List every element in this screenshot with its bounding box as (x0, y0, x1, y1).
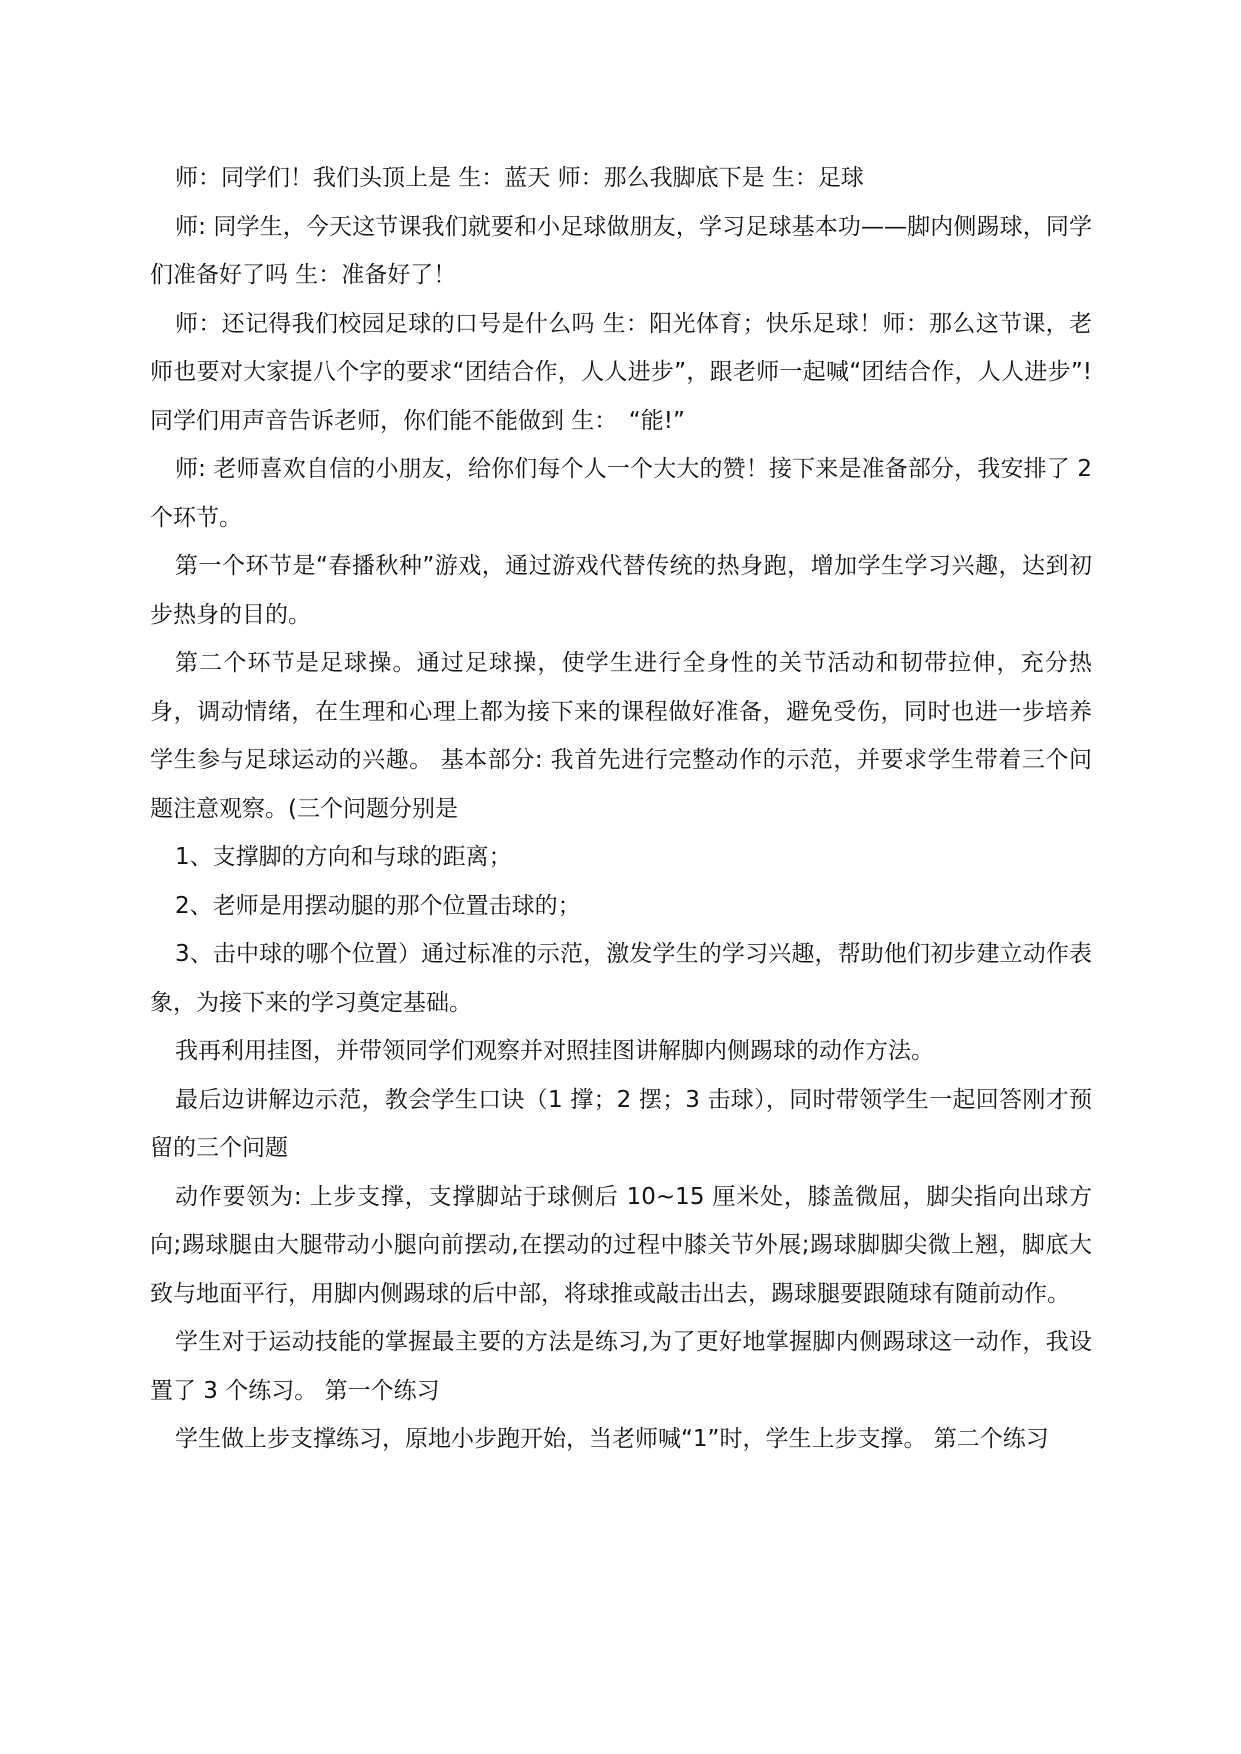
document-body (150, 154, 1092, 1464)
paragraph-first-practice: 学生做上步支撑练习，原地小步跑开始，当老师喊“1”时，学生上步支撑。 第二个练习 (175, 1426, 1049, 1452)
paragraph-wall-chart: 我再利用挂图，并带领同学们观察并对照挂图讲解脚内侧踢球的动作方法。 (175, 1038, 934, 1064)
paragraph-second-segment: 第二个环节是足球操。通过足球操，使学生进行全身性的关节活动和韧带拉伸，充分热身，调动情绪，在生理和心理上都为接下来的课程做好准备，避免受伤，同时也进一步培养学生参与足球运动的兴趣。 基本部分: 我首先进行完整动作的示范，并要求学生带着三个问题注意观察。(三个问题分别是 (150, 650, 1092, 822)
paragraph-opening-dialogue: 师：同学们！我们头顶上是 生：蓝天 师：那么我脚底下是 生：足球 (175, 165, 864, 191)
paragraph-slogan: 师：还记得我们校园足球的口号是什么吗 生：阳光体育；快乐足球！师：那么这节课，老师也要对大家提八个字的要求“团结合作，人人进步”，跟老师一起喊“团结合作，人人进步”!同学们用声音告诉老师，你们能不能做到 生： “能!” (150, 310, 1092, 434)
paragraph-practice-intro: 学生对于运动技能的掌握最主要的方法是练习,为了更好地掌握脚内侧踢球这一动作，我设置了 3 个练习。 第一个练习 (150, 1329, 1092, 1404)
paragraph-lesson-intro: 师: 同学生，今天这节课我们就要和小足球做朋友，学习足球基本功——脚内侧踢球，同学们准备好了吗 生：准备好了！ (150, 213, 1092, 288)
paragraph-question-1: 1、支撑脚的方向和与球的距离； (175, 844, 512, 870)
paragraph-question-2: 2、老师是用摆动腿的那个位置击球的； (175, 892, 581, 919)
paragraph-preparation: 师: 老师喜欢自信的小朋友，给你们每个人一个大大的赞！接下来是准备部分，我安排了 2 个环节。 (150, 456, 1092, 531)
paragraph-demonstration: 最后边讲解边示范，教会学生口诀（1 撑；2 摆；3 击球），同时带领学生一起回答刚才预留的三个问题 (150, 1086, 1092, 1161)
paragraph-technique: 动作要领为: 上步支撑，支撑脚站于球侧后 10~15 厘米处，膝盖微屈，脚尖指向出球方向;踢球腿由大腿带动小腿向前摆动,在摆动的过程中膝关节外展;踢球脚脚尖微上翘，脚底大致与地面平行，用脚内侧踢球的后中部，将球推或敲击出去，踢球腿要跟随球有随前动作。 (150, 1183, 1092, 1307)
paragraph-question-3: 3、击中球的哪个位置）通过标准的示范，激发学生的学习兴趣，帮助他们初步建立动作表象，为接下来的学习奠定基础。 (150, 941, 1092, 1016)
paragraph-first-segment: 第一个环节是“春播秋种”游戏，通过游戏代替传统的热身跑，增加学生学习兴趣，达到初步热身的目的。 (150, 553, 1092, 628)
